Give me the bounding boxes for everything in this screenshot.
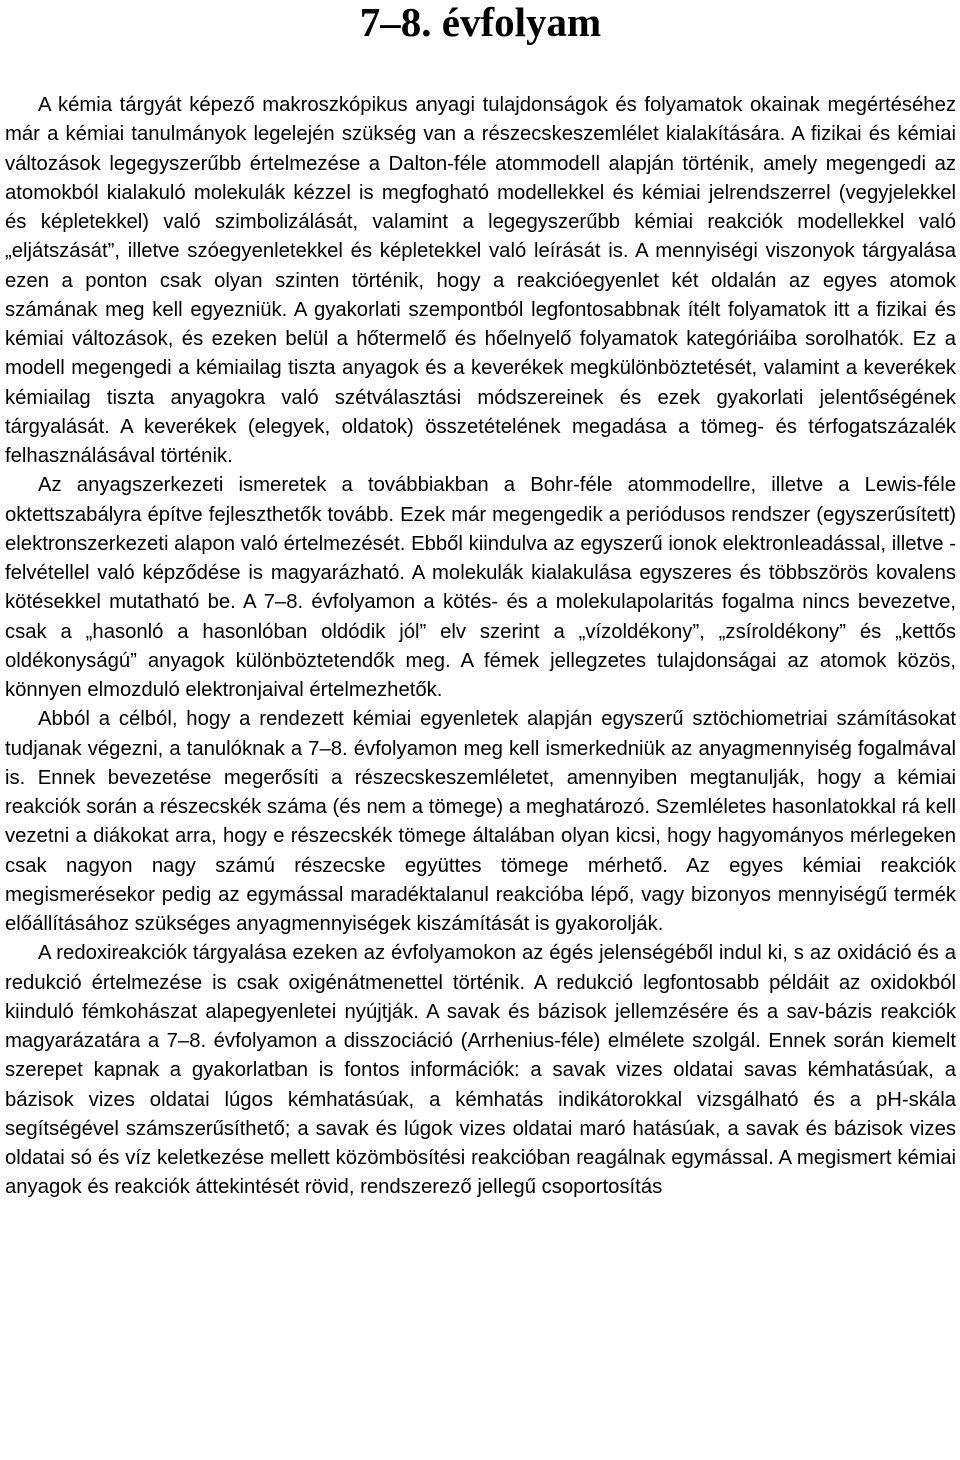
paragraph-3: Abból a célból, hogy a rendezett kémiai egyenletek alapján egyszerű sztöchiometriai számításokat tudjanak végezni, a tanulóknak a 7–8. évfolyamon meg kell ismerkedniük az anyagmennyiség fogalmával is. Ennek bevezetése megerősíti a részecskeszemléletet, amennyiben megtanulják, hogy a kémiai reakciók során a részecskék száma (és nem a tömege) a meghatározó. Szemléletes hasonlatokkal rá kell vezetni a diákokat arra, hogy e részecskék tömege általában olyan kicsi, hogy hagyományos mérlegeken csak nagyon nagy számú részecske együttes tömege mérhető. Az egyes kémiai reakciók megismerésekor pedig az egymással maradéktalanul reakcióba lépő, vagy bizonyos mennyiségű termék előállításához szükséges anyagmennyiségek kiszámítását is gyakorolják. [5,708,956,935]
page-title: 7–8. évfolyam [359,0,602,45]
paragraph-4: A redoxireakciók tárgyalása ezeken az évfolyamokon az égés jelenségéből indul ki, s az oxidáció és a redukció értelmezése is csak oxigénátmenettel történik. A redukció legfontosabb példáit az oxidokból kiinduló fémkohászat alapegyenletei nyújtják. A savak és bázisok jellemzésére és a sav-bázis reakciók magyarázatára a 7–8. évfolyamon a disszociáció (Arrhenius-féle) elmélete szolgál. Ennek során kiemelt szerepet kapnak a gyakorlatban is fontos információk: a savak vizes oldatai savas kémhatásúak, a bázisok vizes oldatai lúgos kémhatásúak, a kémhatás indikátorokkal vizsgálható és a pH-skála segítségével számszerűsíthető; a savak és lúgok vizes oldatai maró hatásúak, a savak és bázisok vizes oldatai só és víz keletkezése mellett közömbösítési reakcióban reagálnak egymással. A megismert kémiai anyagok és reakciók áttekintését rövid, rendszerező jellegű csoportosítás [5,942,956,1199]
paragraph-2: Az anyagszerkezeti ismeretek a továbbiakban a Bohr-féle atommodellre, illetve a Lewis-féle oktettszabályra építve fejleszthetők tovább. Ezek már megengedik a periódusos rendszer (egyszerűsített) elektronszerkezeti alapon való értelmezését. Ebből kiindulva az egyszerű ionok elektronleadással, illetve -felvétellel való képződése is magyarázható. A molekulák kialakulása egyszeres és többszörös kovalens kötésekkel mutatható be. A 7–8. évfolyamon a kötés- és a molekulapolaritás fogalma nincs bevezetve, csak a „hasonló a hasonlóban oldódik jól” elv szerint a „vízoldékony”, „zsíroldékony” és „kettős oldékonyságú” anyagok különböztetendők meg. A fémek jellegzetes tulajdonságai az atomok közös, könnyen elmozduló elektronjaival értelmezhetők. [5,474,956,701]
paragraph-1: A kémia tárgyát képező makroszkópikus anyagi tulajdonságok és folyamatok okainak megértéséhez már a kémiai tanulmányok legelején szükség van a részecskeszemlélet kialakítására. A fizikai és kémiai változások legegyszerűbb értelmezése a Dalton-féle atommodell alapján történik, amely megengedi az atomokból kialakuló molekulák kézzel is megfogható modellekkel és kémiai jelrendszerrel (vegyjelekkel és képletekkel) való szimbolizálását, valamint a legegyszerűbb kémiai reakciók modellekkel való „eljátszását”, illetve szóegyenletekkel és képletekkel való leírását is. A mennyiségi viszonyok tárgyalása ezen a ponton csak olyan szinten történik, hogy a reakcióegyenlet két oldalán az egyes atomok számának meg kell egyezniük. A gyakorlati szempontból legfontosabbnak ítélt folyamatok itt a fizikai és kémiai változások, és ezeken belül a hőtermelő és hőelnyelő folyamatok kategóriáiba sorolhatók. Ez a modell megengedi a kémiailag tiszta anyagok és a keverékek megkülönböztetését, valamint a keverékek kémiailag tiszta anyagokra való szétválasztási módszereinek és ezek gyakorlati jelentőségének tárgyalását. A keverékek (elegyek, oldatok) összetételének megadása a tömeg- és térfogatszázalék felhasználásával történik. [5,94,956,467]
